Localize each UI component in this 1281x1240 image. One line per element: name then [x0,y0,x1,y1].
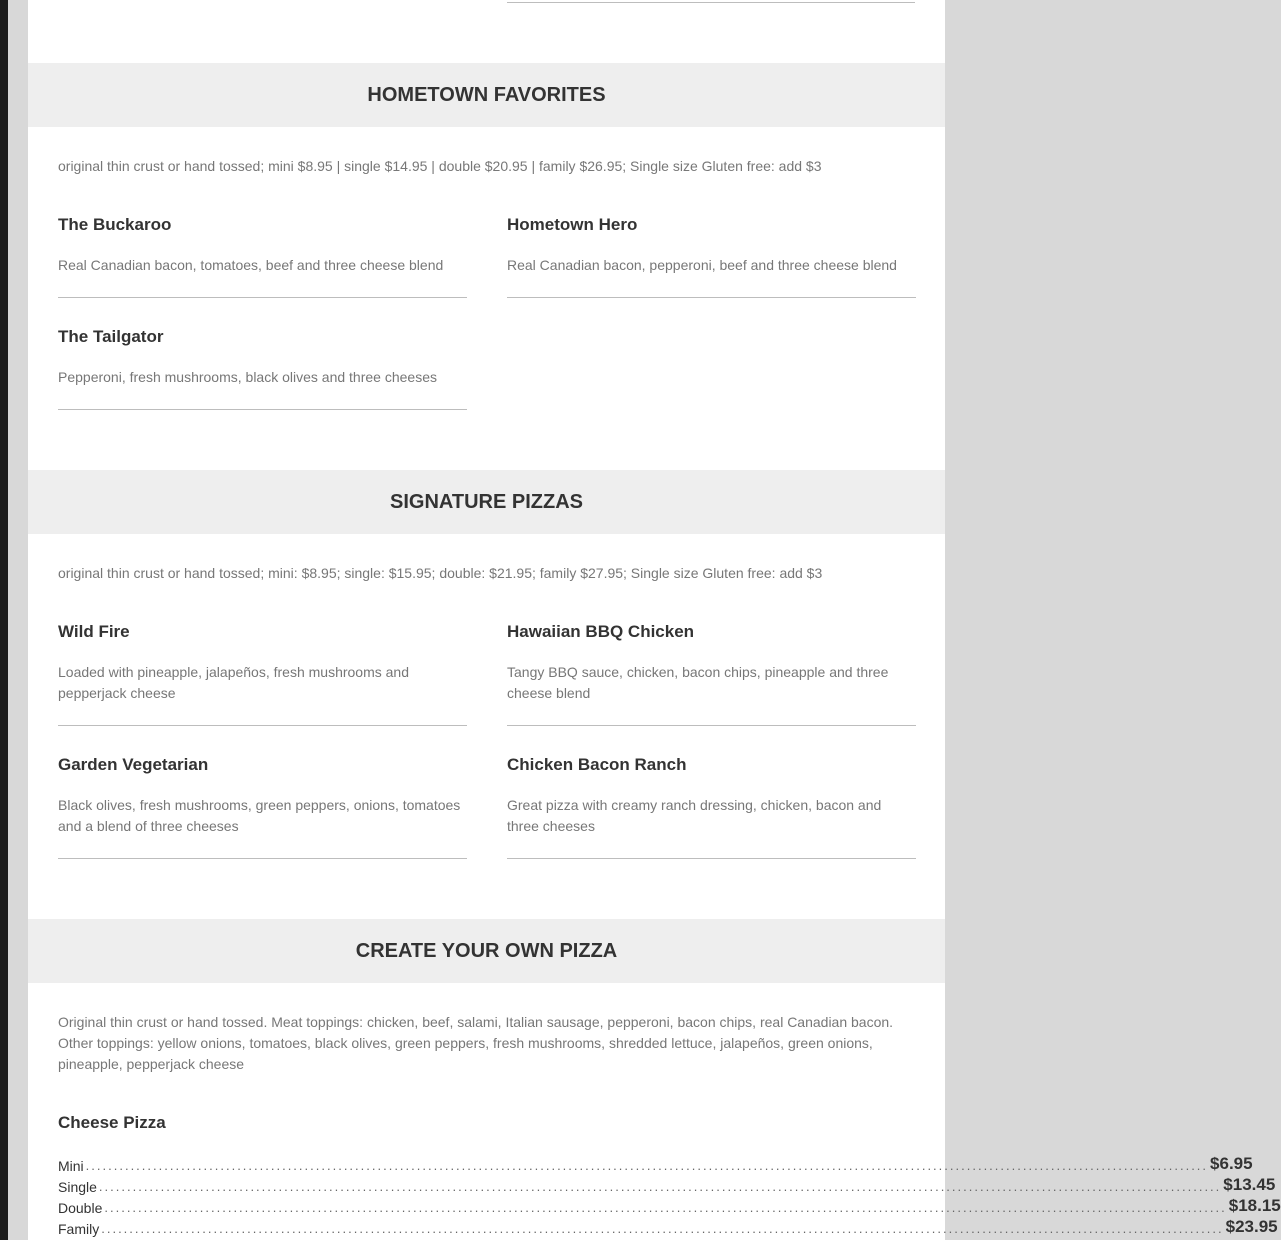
menu-item [58,215,467,298]
menu-item-name: Hometown Hero [507,215,638,234]
price-row [58,1174,1276,1195]
menu-item-description: Pepperoni, fresh mushrooms, black olives and three cheeses [58,369,437,385]
price-row [58,1195,1281,1216]
menu-item [58,755,467,859]
menu-item-description: Loaded with pineapple, jalapeños, fresh mushrooms and pepperjack cheese [58,664,410,701]
cheese-pizza-heading: Cheese Pizza [58,1113,166,1132]
dot-leader: ........................................................................................................................................................................................................ [98,1179,1222,1194]
price-value: $6.95 [1210,1154,1253,1173]
dot-leader: ........................................................................................................................................................................................................ [104,1200,1227,1215]
menu-item [507,622,916,726]
menu-item-description: Black olives, fresh mushrooms, green peppers, onions, tomatoes and a blend of three cheeses [58,797,461,834]
section-title: CREATE YOUR OWN PIZZA [355,939,618,962]
section-header-signature-pizzas [28,470,945,534]
menu-item [58,622,467,726]
menu-item-name: The Buckaroo [58,215,172,234]
menu-item-name: Chicken Bacon Ranch [507,755,687,774]
price-size-label: Double [58,1200,103,1216]
menu-item [58,327,467,410]
section-title: SIGNATURE PIZZAS [390,490,583,513]
menu-item-name: The Tailgator [58,327,164,346]
section-intro: original thin crust or hand tossed; mini: $8.95; single: $15.95; double: $21.95; family $27.95; Single size Gluten free: add $3 [58,565,823,581]
divider [507,2,915,3]
price-size-label: Mini [58,1158,84,1174]
menu-item-description: Great pizza with creamy ranch dressing, chicken, bacon and three cheeses [507,797,882,834]
menu-sheet [28,0,1281,1240]
price-size-label: Single [58,1179,97,1195]
dot-leader: ........................................................................................................................................................................................................ [85,1158,1209,1173]
menu-item-description: Real Canadian bacon, pepperoni, beef and three cheese blend [507,257,897,273]
page-left-edge [0,0,8,1240]
menu-item-description: Tangy BBQ sauce, chicken, bacon chips, pineapple and three cheese blend [507,664,889,701]
menu-item-name: Hawaiian BBQ Chicken [507,622,695,641]
section-intro: Original thin crust or hand tossed. Meat toppings: chicken, beef, salami, Italian sausage, pepperoni, bacon chips, real Canadian bacon. Other toppings: yellow onions, tomatoes, black olives, green peppers, fresh mushrooms, shredded lettuce, jalapeños, green onions, pineapple, pepperjack cheese [58,1014,894,1072]
section-header-hometown-favorites [28,63,945,127]
price-value: $23.95 [1225,1217,1278,1236]
menu-item [507,215,916,298]
section-title: HOMETOWN FAVORITES [367,83,606,106]
dot-leader: ........................................................................................................................................................................................................ [101,1221,1224,1236]
price-value: $18.15 [1228,1196,1281,1215]
price-value: $13.45 [1223,1175,1276,1194]
menu-item-description: Real Canadian bacon, tomatoes, beef and three cheese blend [58,257,444,273]
price-row [58,1153,1253,1174]
price-size-label: Family [58,1221,100,1237]
section-header-create-your-own [28,919,945,983]
menu-item-name: Garden Vegetarian [58,755,209,774]
menu-item [507,755,916,859]
section-intro: original thin crust or hand tossed; mini $8.95 | single $14.95 | double $20.95 | family $26.95; Single size Gluten free: add $3 [58,158,822,174]
price-row [58,1216,1278,1237]
menu-item-name: Wild Fire [58,622,130,641]
